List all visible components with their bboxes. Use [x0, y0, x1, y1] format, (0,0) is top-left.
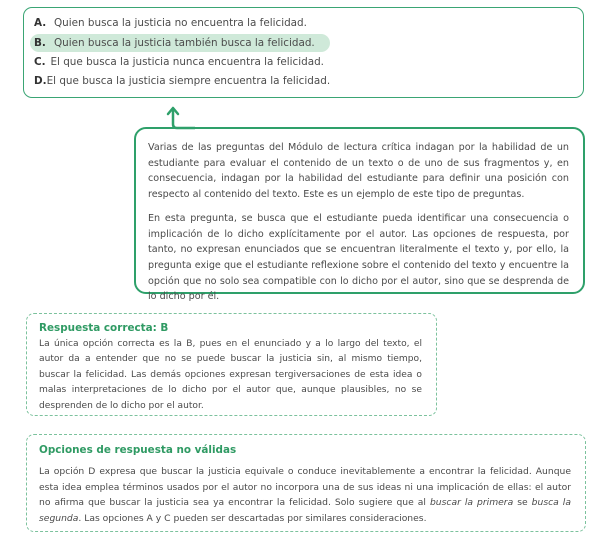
option-c[interactable]	[34, 53, 324, 71]
option-a-letter: A.	[34, 17, 47, 29]
correct-answer-box	[26, 313, 437, 416]
explanation-paragraph-1: Varias de las preguntas del Módulo de lectura crítica indagan por la habilidad de un estudiante para evaluar el contenido de un texto o de uno de sus fragmentos y, en consecuencia, indagan por la habilidad del estudiante para definir una posición con respecto al contenido del texto. Este es un ejemplo de este tipo de preguntas.	[148, 142, 569, 201]
option-a-text: Quien busca la justicia no encuentra la felicidad.	[54, 17, 307, 29]
explanation-box	[134, 127, 585, 303]
correct-answer-title: Respuesta correcta: B	[39, 322, 169, 334]
answer-options-box	[23, 7, 584, 98]
invalid-options-emphasis-1: buscar la primera	[429, 497, 514, 509]
invalid-options-body	[39, 464, 571, 526]
option-b-text: Quien busca la justicia también busca la felicidad.	[54, 37, 315, 49]
invalid-options-text-2: se	[513, 497, 532, 509]
invalid-options-text-3: . Las opciones A y C pueden ser descartadas por similares consideraciones.	[78, 512, 427, 524]
invalid-options-title: Opciones de respuesta no válidas	[39, 444, 237, 456]
invalid-options-emphasis-2: busca la segunda	[39, 497, 571, 524]
explanation-paragraph-2: En esta pregunta, se busca que el estudiante pueda identificar una consecuencia o implicación de lo dicho explícitamente por el autor. Las opciones de respuesta, por tanto, no expresan enunciados que se encuentran literalmente el texto y, por ello, la pregunta exige que el estudiante reflexione sobre el contenido del texto y encuentre la opción que no solo sea compatible con lo dicho por el autor, sino que se desprenda de lo dicho por él.	[148, 212, 569, 303]
option-b-letter: B.	[34, 37, 46, 49]
option-d-text: El que busca la justicia siempre encuentra la felicidad.	[46, 75, 331, 87]
option-b[interactable]	[30, 34, 330, 52]
option-c-letter: C.	[34, 56, 46, 68]
option-a[interactable]	[34, 14, 324, 32]
option-d[interactable]	[34, 72, 331, 90]
option-c-text: El que busca la justicia nunca encuentra la felicidad.	[50, 56, 324, 68]
correct-answer-body: La única opción correcta es la B, pues en el enunciado y a lo largo del texto, el autor da a entender que no se puede buscar la justicia sin, al mismo tiempo, buscar la felicidad. Las demás opciones expresan tergiversaciones de esta idea o malas interpretaciones de lo dicho por el autor que, aunque plausibles, no se desprenden de lo dicho por el autor.	[39, 339, 422, 411]
option-d-letter: D.	[34, 75, 47, 87]
invalid-options-text-1: La opción D expresa que buscar la justicia equivale o conduce inevitablemente a encontrar la felicidad. Aunque esta idea emplea términos usados por el autor no incorpora una de sus ideas ni una implicación de ellas: el autor no afirma que buscar la justicia sea ya encontrar la felicidad. Solo sugiere que al	[39, 466, 571, 509]
invalid-options-box	[26, 434, 586, 532]
